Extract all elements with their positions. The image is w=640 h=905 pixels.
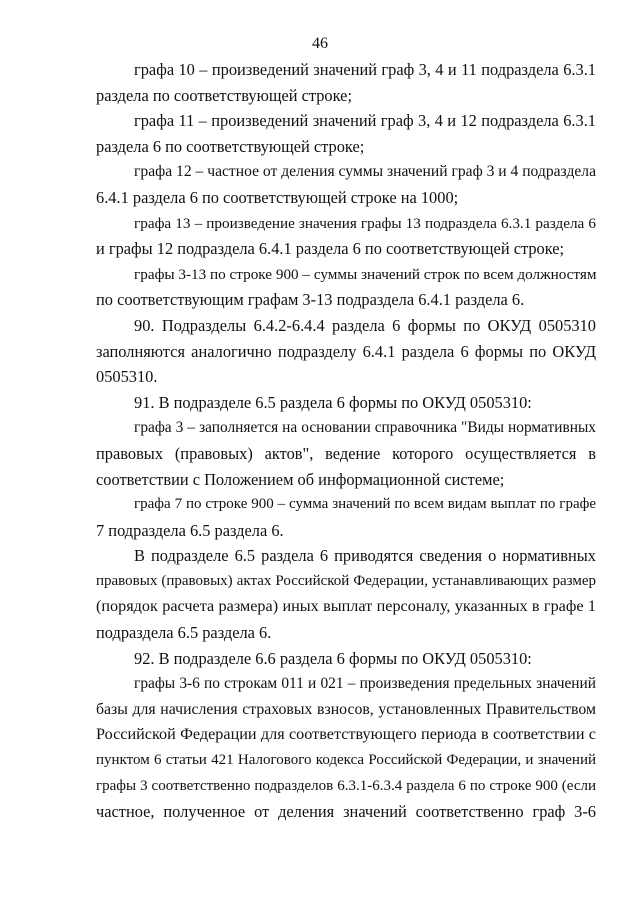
text-line: 92. В подразделе 6.6 раздела 6 формы по ОКУД 0505310: (134, 648, 532, 668)
document-body (96, 57, 596, 825)
text-line: правовых (правовых) актов", ведение которого осуществляется в (96, 443, 596, 463)
text-line: частное, полученное от деления значений соответственно граф 3-6 (96, 802, 596, 822)
text-line: графа 11 – произведений значений граф 3, 4 и 12 подраздела 6.3.1 (134, 111, 596, 131)
text-line: графа 7 по строке 900 – сумма значений по всем видам выплат по графе (134, 496, 596, 513)
text-line: графы 3 соответственно подразделов 6.3.1-6.3.4 раздела 6 по строке 900 (если (96, 777, 596, 794)
text-line: 6.4.1 раздела 6 по соответствующей строке на 1000; (96, 187, 459, 207)
text-line: графа 3 – заполняется на основании справочника "Виды нормативных (134, 419, 596, 437)
text-line: Российской Федерации для соответствующего периода в соответствии с (96, 725, 596, 744)
text-line: базы для начисления страховых взносов, установленных Правительством (96, 700, 596, 718)
text-line: В подразделе 6.5 раздела 6 приводятся сведения о нормативных (134, 546, 596, 566)
text-line: (порядок расчета размера) иных выплат персоналу, указанных в графе 1 (96, 597, 596, 616)
text-line: заполняются аналогично подразделу 6.4.1 раздела 6 формы по ОКУД (96, 341, 596, 361)
text-line: графы 3-13 по строке 900 – суммы значений строк по всем должностям (134, 265, 597, 283)
text-line: 91. В подразделе 6.5 раздела 6 формы по ОКУД 0505310: (134, 392, 532, 412)
text-line: 0505310. (96, 367, 158, 387)
text-line: соответствии с Положением об информационной системе; (96, 469, 505, 489)
text-line: графа 12 – частное от деления суммы значений граф 3 и 4 подраздела (134, 163, 596, 181)
text-line: графа 10 – произведений значений граф 3, 4 и 11 подраздела 6.3.1 (134, 60, 596, 79)
text-line: 90. Подразделы 6.4.2-6.4.4 раздела 6 формы по ОКУД 0505310 (134, 315, 596, 335)
text-line: графа 13 – произведение значения графы 13 подраздела 6.3.1 раздела 6 (134, 214, 596, 232)
text-line: по соответствующим графам 3-13 подраздела 6.4.1 раздела 6. (96, 290, 525, 310)
text-line: 7 подраздела 6.5 раздела 6. (96, 520, 284, 540)
text-line: пунктом 6 статьи 421 Налогового кодекса Российской Федерации, и значений (96, 752, 596, 769)
text-line: раздела 6 по соответствующей строке; (96, 136, 365, 156)
text-line: и графы 12 подраздела 6.4.1 раздела 6 по соответствующей строке; (96, 239, 565, 259)
text-line: графы 3-6 по строкам 011 и 021 – произведения предельных значений (134, 675, 596, 693)
page-number: 46 (312, 35, 328, 52)
text-line: правовых (правовых) актах Российской Федерации, устанавливающих размер (96, 572, 596, 589)
text-line: подраздела 6.5 раздела 6. (96, 623, 272, 643)
text-line: раздела по соответствующей строке; (96, 85, 353, 105)
